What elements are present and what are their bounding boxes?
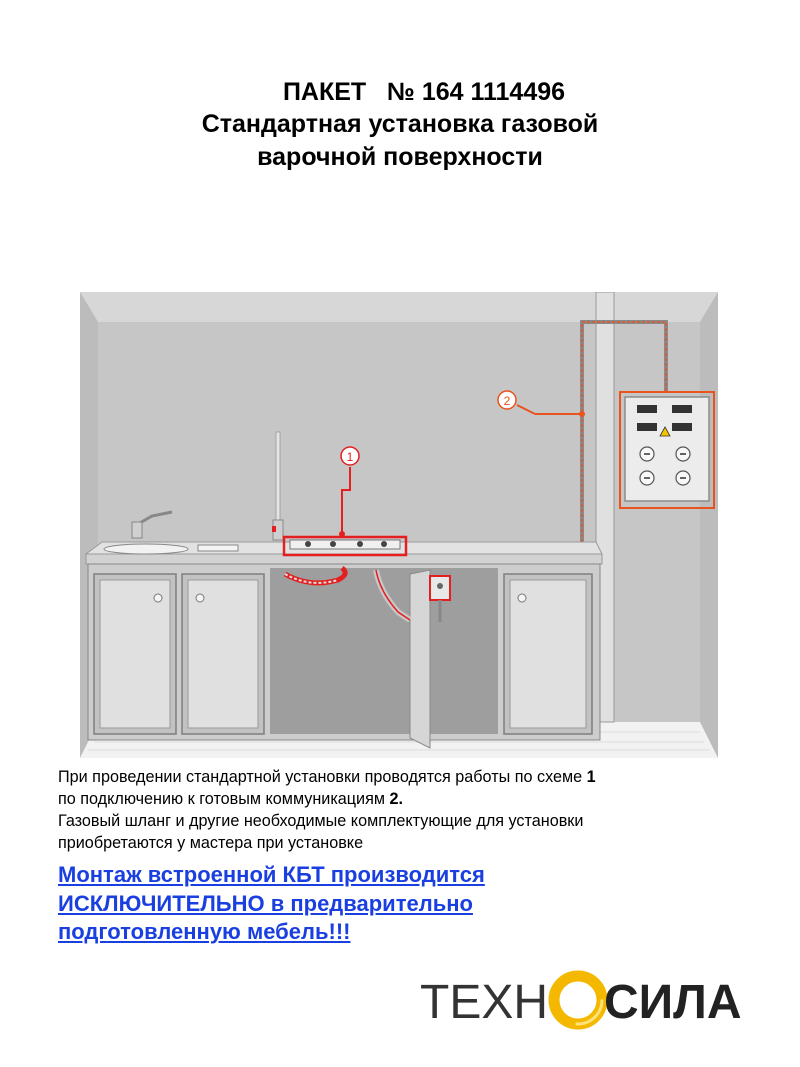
description-line1: При проведении стандартной установки проводятся работы по схеме 1: [58, 768, 596, 786]
ceiling: [80, 292, 718, 322]
open-cabinet-door: [410, 570, 430, 748]
logo-text-left: ТЕХН: [420, 976, 549, 1029]
page-title-line2: Стандартная установка газовой: [201, 110, 599, 138]
installation-notice[interactable]: [58, 861, 678, 947]
description-line2: по подключению к готовым коммуникациям 2.: [58, 790, 403, 808]
notice-line3[interactable]: подготовленную мебель!!!: [58, 919, 351, 944]
marker-2-label: 2: [503, 394, 511, 408]
marker-1-label: 1: [346, 450, 354, 464]
page-title-line3: варочной поверхности: [257, 143, 543, 171]
notice-line2[interactable]: ИСКЛЮЧИТЕЛЬНО в предварительно: [58, 890, 473, 916]
description-line4: приобретаются у мастера при установке: [58, 834, 364, 852]
logo-text-right: СИЛА: [604, 976, 742, 1029]
description-line3: Газовый шланг и другие необходимые комплектующие для установки: [58, 812, 584, 830]
notice-line1[interactable]: Монтаж встроенной КБТ производится: [58, 862, 485, 887]
package-title: ПАКЕТ № 164 1114496: [282, 78, 566, 106]
kitchen-illustration: [80, 292, 718, 758]
tehnosila-logo: [418, 958, 758, 1038]
description: [58, 766, 758, 854]
sink: [104, 544, 188, 554]
right-wall: [700, 292, 718, 758]
